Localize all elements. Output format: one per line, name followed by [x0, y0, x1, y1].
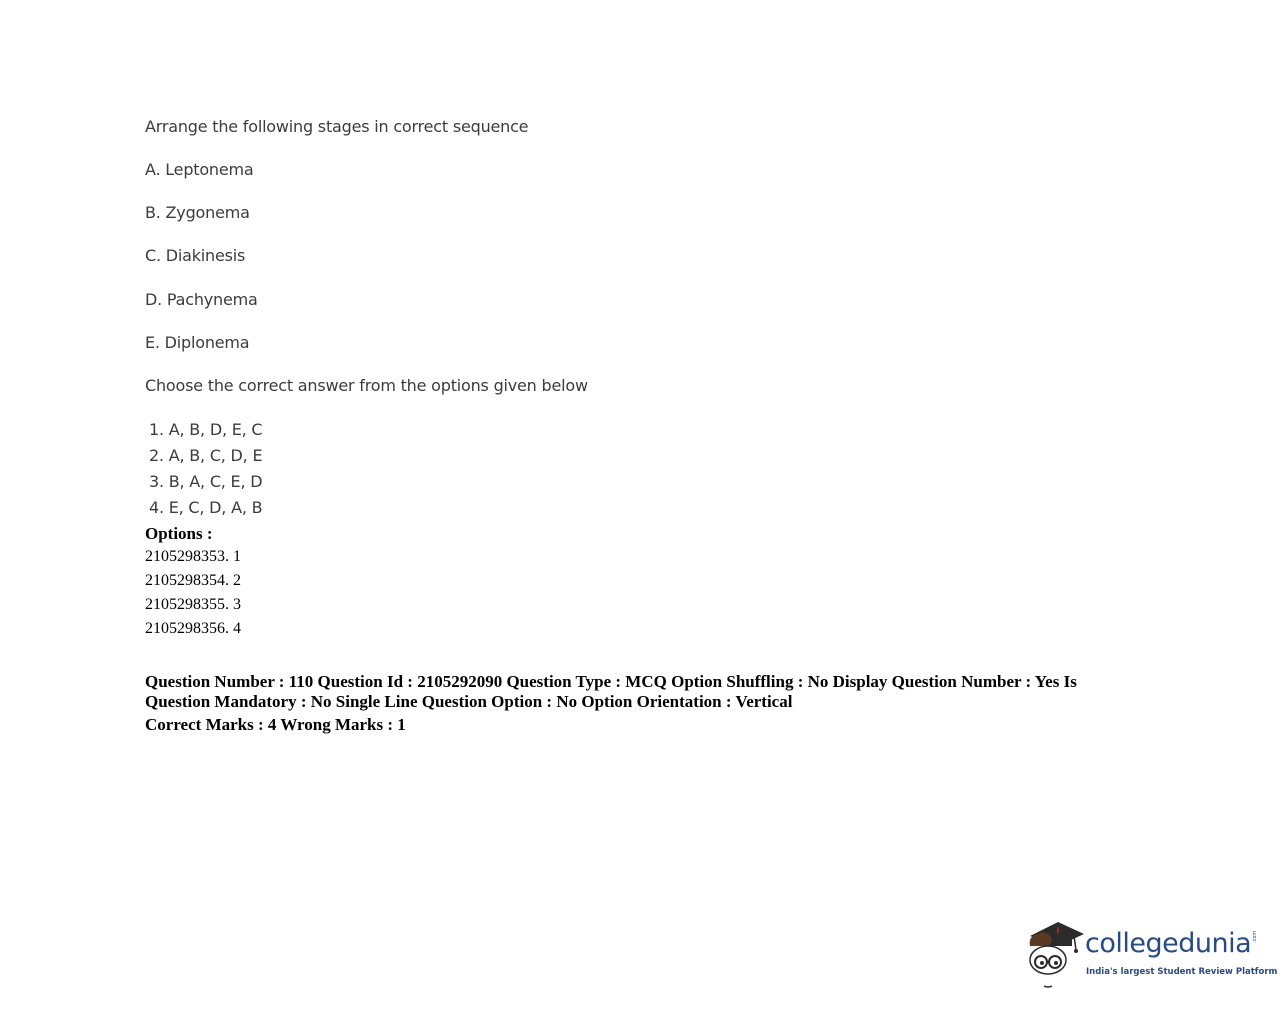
option-id-2: 2105298354. 2 — [145, 572, 241, 589]
mascot-icon — [1024, 916, 1086, 992]
answer-choice-4: 4. E, C, D, A, B — [149, 498, 263, 517]
question-instruction: Choose the correct answer from the options given below — [145, 376, 588, 395]
answer-choice-3: 3. B, A, C, E, D — [149, 472, 263, 491]
sequence-item-e: E. Diplonema — [145, 333, 250, 352]
options-heading: Options : — [145, 524, 213, 543]
sequence-item-b: B. Zygonema — [145, 203, 250, 222]
option-id-3: 2105298355. 3 — [145, 596, 241, 613]
sequence-item-a: A. Leptonema — [145, 160, 254, 179]
collegedunia-logo — [1024, 916, 1278, 992]
option-id-4: 2105298356. 4 — [145, 620, 241, 637]
answer-choice-2: 2. A, B, C, D, E — [149, 446, 263, 465]
sequence-item-c: C. Diakinesis — [145, 246, 246, 265]
logo-tagline: India's largest Student Review Platform — [1086, 967, 1278, 977]
logo-wordmark: collegedunia — [1085, 928, 1252, 959]
answer-choice-1: 1. A, B, D, E, C — [149, 420, 263, 439]
logo-dotcom: .com — [1252, 930, 1258, 943]
question-metadata — [145, 672, 1105, 735]
question-prompt: Arrange the following stages in correct sequence — [145, 117, 529, 136]
metadata-line-1: Question Number : 110 Question Id : 2105292090 Question Type : MCQ Option Shuffling : No Display Question Number : Yes Is — [145, 672, 1077, 691]
option-id-1: 2105298353. 1 — [145, 548, 241, 565]
metadata-line-2: Question Mandatory : No Single Line Question Option : No Option Orientation : Vertical — [145, 692, 793, 711]
sequence-item-d: D. Pachynema — [145, 290, 258, 309]
metadata-line-3: Correct Marks : 4 Wrong Marks : 1 — [145, 715, 406, 734]
